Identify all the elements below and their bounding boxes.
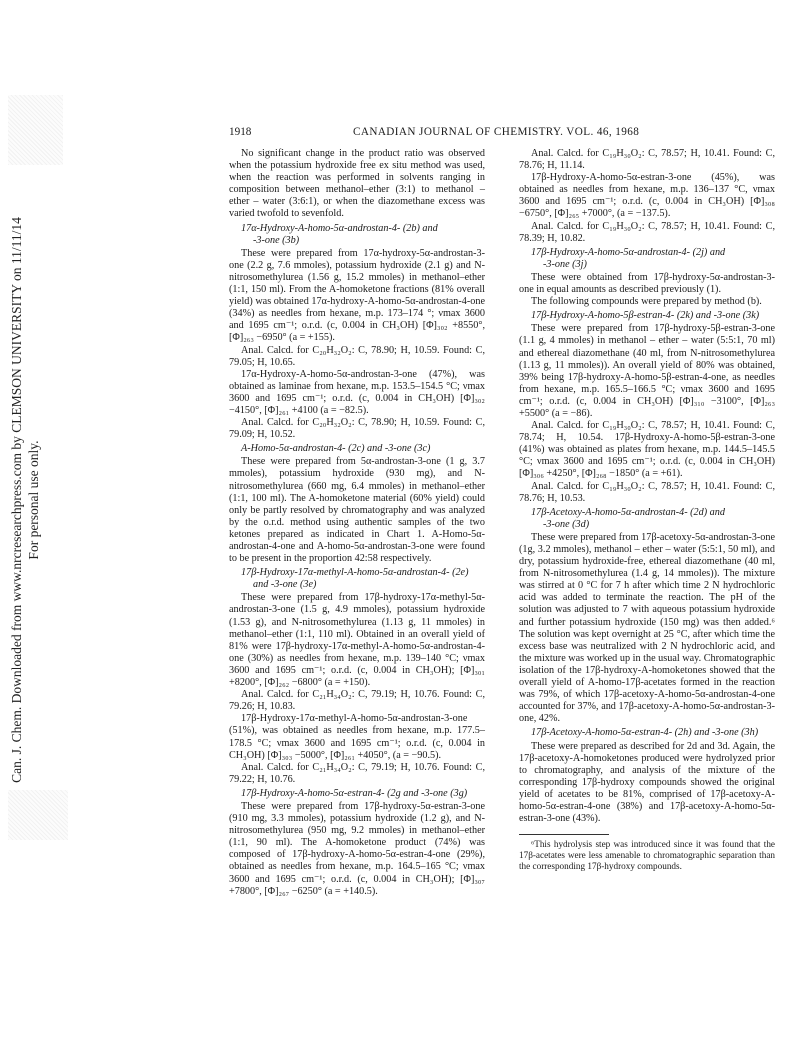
analysis-paragraph: Anal. Calcd. for C₁₉H₃₀O₂: C, 78.57; H, 10.41. Found: C, 78.74; H, 10.54. 17β-Hydroxy-A-homo-5β-estran-3-one (41%) was obtained as plates from hexane, m.p. 144.5–145.5 °C; νmax 3600 and 1695 cm⁻¹; o.r.d. (c, 0.004 in CH₃OH) [Φ]₃₀₆ +4250°, [Φ]₂₆₈ −1850° (a = +61). [519, 420, 775, 480]
analysis-paragraph: Anal. Calcd. for C₂₀H₃₂O₂: C, 78.90; H, 10.59. Found: C, 79.05; H, 10.65. [229, 344, 485, 368]
analysis-paragraph: Anal. Calcd. for C₂₀H₃₂O₂: C, 78.90; H, 10.59. Found: C, 79.09; H, 10.52. [229, 417, 485, 441]
analysis-paragraph: Anal. Calcd. for C₁₉H₃₀O₂: C, 78.57; H, 10.41. Found: C, 78.76; H, 11.14. [519, 148, 775, 172]
paragraph: The following compounds were prepared by method (b). [531, 296, 762, 308]
paragraph: 17α-Hydroxy-A-homo-5α-androstan-3-one (47%), was obtained as laminae from hexane, m.p. 153.5–154.5 °C; νmax 3600 and 1695 cm⁻¹; o.r.d. (c, 0.004 in CH₃OH) [Φ]₃₀₂ −4150°, [Φ]₂₆₁ +4100 (a = −82.5). [229, 368, 485, 416]
footnote-rule [519, 834, 609, 835]
paragraph: 17β-Hydroxy-17α-methyl-A-homo-5α-androstan-3-one (51%), was obtained as needles from hexane, m.p. 177.5–178.5 °C; νmax 3600 and 1695 cm⁻¹; o.r.d. (c, 0.004 in CH₃OH) [Φ]₃₀₃ −5000°, [Φ]₂₆₁ +4050°, (a = −90.5). [229, 713, 485, 761]
paragraph: 17β-Hydroxy-A-homo-5α-estran-3-one (45%), was obtained as needles from hexane, m.p. 136–137 °C, νmax 3600 and 1695 cm⁻¹; o.r.d. (c, 0.004 in CH₃OH) [Φ]₃₀₈ −6750°, [Φ]₂₆₅ +7000°, (a = −137.5). [519, 172, 775, 220]
sidebar-download-line: Can. J. Chem. Downloaded from www.nrcresearchpress.com by CLEMSON UNIVERSITY on 11/11/14 [9, 217, 24, 783]
paragraph: These were prepared as described for 2d and 3d. Again, the 17β-acetoxy-A-homoketones produced were hydrolyzed prior to chromatography, and analysis of the mixture of the corresponding 17β-hydroxy compounds showed the original yield of acetates to be 81%, comprised of 17β-acetoxy-A-homo-5α-estran-4-one (38%) and 17β-acetoxy-A-homo-5α-estran-3-one (43%). [519, 740, 775, 825]
analysis-paragraph: Anal. Calcd. for C₁₉H₃₀O₂: C, 78.57; H, 10.41. Found: C, 78.39; H, 10.82. [519, 220, 775, 244]
section-heading: 17β-Hydroxy-A-homo-5β-estran-4- (2k) and -3-one (3k) [531, 310, 760, 322]
section-heading: 17α-Hydroxy-A-homo-5α-androstan-4- (2b) and -3-one (3b) [241, 222, 438, 246]
paragraph: These were prepared from 5α-androstan-3-one (1 g, 3.7 mmoles), potassium hydroxide (930 mg), and N-nitrosomethylurea (660 mg, 6.4 mmoles) in methanol–ether (1:1, 100 ml). The A-homoketone material (60% yield) could only be partly resolved by chromatography and was analyzed by the o.r.d. method using authentic samples of the two ketones prepared as indicated in Chart 1. A-Homo-5α-androstan-4-one and A-homo-5α-androstan-3-one were found to be present in the proportion 42:58 respectively. [229, 456, 485, 565]
analysis-paragraph: Anal. Calcd. for C₁₉H₃₀O₂: C, 78.57; H, 10.41. Found: C, 78.76; H, 10.53. [519, 480, 775, 504]
page-header [229, 126, 774, 140]
section-heading: A-Homo-5α-androstan-4- (2c) and -3-one (3c) [241, 443, 431, 455]
section-heading: 17β-Hydroxy-A-homo-5α-androstan-4- (2j) and -3-one (3j) [531, 246, 726, 270]
paragraph: These were prepared from 17β-hydroxy-5β-estran-3-one (1.1 g, 4 mmoles) in methanol – ether – water (5:5:1, 70 ml) and ethereal diazomethane (40 ml, from N-nitrosomethylurea (1.13 g, 11 mmoles)). An overall yield of 80% was obtained, 39% being 17β-hydroxy-A-homo-5β-estran-4-one, as needles from hexane, m.p. 165.5–166.5 °C; νmax 3600 and 1695 cm⁻¹; o.r.d. (c, 0.004 in CH₃OH) [Φ]₃₁₀ −3100°, [Φ]₂₆₃ +5500° (a = −86). [519, 323, 775, 419]
section-heading: 17β-Hydroxy-A-homo-5α-estran-4- (2g and -3-one (3g) [241, 787, 468, 799]
footnote: ⁶This hydrolysis step was introduced since it was found that the 17β-acetates were less amenable to chromatographic separation than the corresponding 17β-hydroxy compounds. [519, 839, 775, 872]
analysis-paragraph: Anal. Calcd. for C₂₁H₃₄O₂: C, 79.19; H, 10.76. Found: C, 79.26; H, 10.83. [229, 689, 485, 713]
page-number: 1918 [229, 126, 252, 138]
section-heading: 17β-Hydroxy-17α-methyl-A-homo-5α-androstan-4- (2e) and -3-one (3e) [241, 567, 469, 591]
paragraph: These were prepared from 17β-acetoxy-5α-androstan-3-one (1g, 3.2 mmoles), methanol – ether – water (5:5:1, 50 ml), and dry, potassium hydroxide-free, ethereal diazomethane (40 ml, from N-nitrosomethylurea (1.4 g, 14 mmoles)). The mixture was stirred at 0 °C for 7 h after which time 2 N hydrochloric acid was added to terminate the reaction. The pH of the solution was adjusted to 7 with aqueous potassium hydroxide and further potassium hydroxide (150 mg) was then added.⁶ The solution was kept overnight at 25 °C, after which time the excess base was neutralized with 2 N hydrochloric acid, and the mixture was worked up in the usual way. Chromatographic isolation of the 17β-hydroxy-A-homoketones showed that the overall yield of A-homo-17β-acetates formed in the reaction was 79%, of which 17β-acetoxy-A-homo-5α-androstan-4-one accounted for 37%, and 17β-acetoxy-A-homo-5α-androstan-3-one, 42%. [519, 531, 775, 725]
section-heading: 17β-Acetoxy-A-homo-5α-estran-4- (2h) and -3-one (3h) [531, 727, 759, 739]
paragraph: These were prepared from 17β-hydroxy-17α-methyl-5α-androstan-3-one (1.5 g, 4.9 mmoles), potassium hydroxide (1.53 g), and N-nitrosomethylurea (1.13 g, 11 mmoles) in methanol–ether (1:1, 110 ml). Obtained in an overall yield of 81% were 17β-hydroxy-17α-methyl-A-homo-5α-androstan-4-one (30%) as needles from hexane, m.p. 139–140 °C; νmax 3600 and 1695 cm⁻¹; o.r.d. (c, 0.004 in CH₃OH); [Φ]₃₀₁ +8200°, [Φ]₂₆₂ −6800° (a = +150). [229, 592, 485, 689]
paragraph: These were prepared from 17α-hydroxy-5α-androstan-3-one (2.2 g, 7.6 mmoles), potassium hydroxide (2.1 g) and N-nitrosomethylurea (1.56 g, 15.2 mmoles) in methanol–ether (1:1, 150 ml). From the A-homoketone fractions (81% overall yield) was obtained 17α-hydroxy-A-homo-5α-androstan-4-one (34%) as needles from hexane, m.p. 173–174 °; νmax 3600 and 1695 cm⁻¹; o.r.d. (c, 0.004 in CH₃OH) [Φ]₃₀₂ +8550°, [Φ]₂₆₃ −6950° (a = +155). [229, 247, 485, 344]
paragraph: These were prepared from 17β-hydroxy-5α-estran-3-one (910 mg, 3.3 mmoles), potassium hydroxide (1.2 g), and N-nitrosomethylurea (950 mg, 9.2 mmoles) in methanol–ether (1:1, 90 ml). The A-homoketone product (74%) was composed of 17β-hydroxy-A-homo-5α-estran-4-one (29%), obtained as needles from hexane, m.p. 164.5–165 °C; νmax 3600 and 1695 cm⁻¹; o.r.d. (c, 0.004 in CH₃OH); [Φ]₃₀₇ +7800°, [Φ]₂₆₇ −6250° (a = +140.5). [229, 800, 485, 897]
download-sidebar [8, 150, 42, 850]
analysis-paragraph: Anal. Calcd. for C₂₁H₃₄O₂: C, 79.19; H, 10.76. Found: C, 79.22; H, 10.76. [229, 761, 485, 785]
left-column [229, 148, 485, 898]
paragraph: No significant change in the product ratio was observed when the potassium hydroxide free ex situ method was used, when the reaction was performed in solvents ranging in composition between methanol–ether (3:1) to methanol – ether – water (3:6:1), or when the diazomethane excess was varied twofold to sevenfold. [229, 148, 485, 220]
section-heading: 17β-Acetoxy-A-homo-5α-androstan-4- (2d) and -3-one (3d) [531, 506, 725, 530]
sidebar-personal-use-line: For personal use only. [26, 440, 41, 560]
right-column [519, 148, 775, 872]
journal-title: CANADIAN JOURNAL OF CHEMISTRY. VOL. 46, 1968 [353, 126, 640, 138]
paragraph: These were obtained from 17β-hydroxy-5α-androstan-3-one in equal amounts as described previously (1). [519, 271, 775, 296]
